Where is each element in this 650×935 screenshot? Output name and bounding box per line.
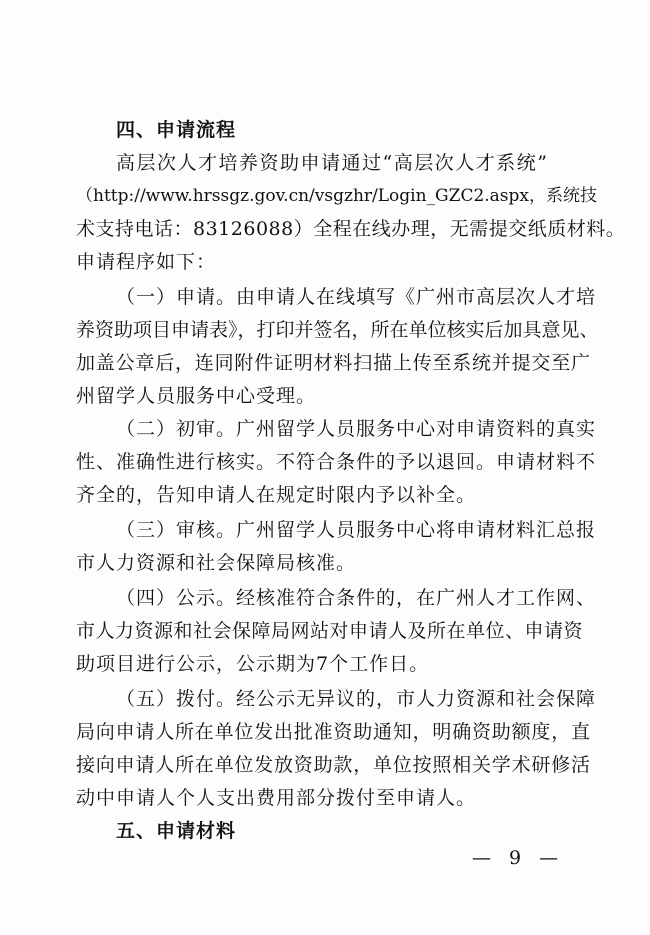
- paragraph-line: 申请程序如下：: [76, 251, 217, 273]
- paragraph-line: 术支持电话：83126088）全程在线办理，无需提交纸质材料。: [76, 218, 626, 240]
- paragraph-line: （二）初审。广州留学人员服务中心对申请资料的真实: [116, 418, 597, 440]
- paragraph-line: 接向申请人所在单位发放资助款，单位按照相关学术研修活: [76, 754, 591, 776]
- paragraph-line: 助项目进行公示，公示期为7个工作日。: [76, 653, 430, 675]
- paragraph-line: （http://www.hrssgz.gov.cn/vsgzhr/Login_GZC2.aspx，系统技: [76, 186, 597, 206]
- paragraph-line: 州留学人员服务中心受理。: [76, 385, 317, 407]
- paragraph-line: 市人力资源和社会保障局核准。: [76, 552, 357, 574]
- paragraph-line: 动中申请人个人支出费用部分拨付至申请人。: [76, 787, 477, 809]
- paragraph-line: （一）申请。由申请人在线填写《广州市高层次人才培: [116, 286, 597, 308]
- paragraph-line: 市人力资源和社会保障局网站对申请人及所在单位、申请资: [76, 620, 584, 642]
- paragraph-line: 养资助项目申请表》，打印并签名，所在单位核实后加具意见、: [76, 319, 599, 341]
- paragraph-line: 性、准确性进行核实。不符合条件的予以退回。申请材料不: [76, 451, 597, 473]
- paragraph-line: 局向申请人所在单位发出批准资助通知，明确资助额度，直: [76, 721, 591, 743]
- paragraph-line: （三）审核。广州留学人员服务中心将申请材料汇总报: [116, 519, 597, 541]
- paragraph-line: （五）拨付。经公示无异议的，市人力资源和社会保障: [116, 688, 597, 710]
- section-heading-application-process: 四、申请流程: [116, 119, 237, 141]
- paragraph-line: 加盖公章后，连同附件证明材料扫描上传至系统并提交至广: [76, 352, 591, 374]
- paragraph-line: 齐全的，告知申请人在规定时限内予以补全。: [76, 484, 477, 506]
- section-heading-application-materials: 五、申请材料: [116, 820, 237, 842]
- paragraph-line: （四）公示。经核准符合条件的，在广州人才工作网、: [116, 587, 597, 609]
- paragraph-line: 高层次人才培养资助申请通过“高层次人才系统”: [116, 152, 549, 174]
- page-number: — 9 —: [472, 847, 565, 869]
